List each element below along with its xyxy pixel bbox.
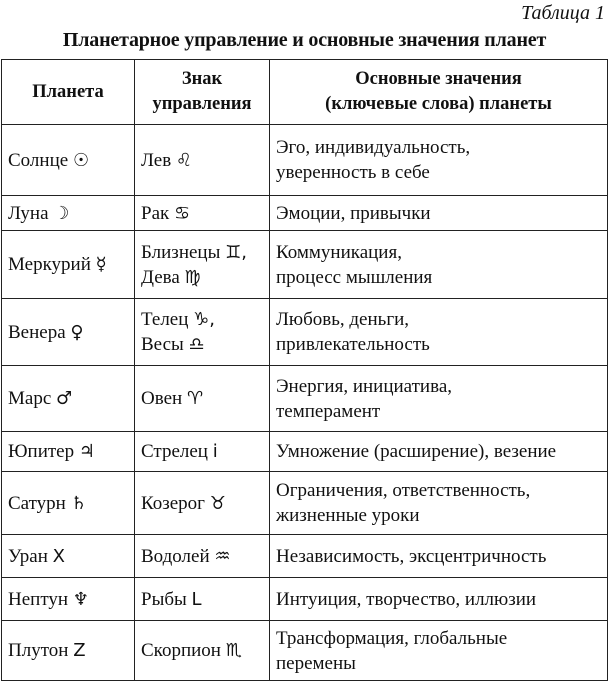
meaning-line: Умножение (расширение), везение [276, 441, 557, 462]
meaning-cell [270, 299, 608, 366]
table-row [2, 196, 608, 231]
table-number-label: Таблица 1 [521, 2, 605, 24]
meaning-cell [270, 231, 608, 299]
planet-name: Юпитер [8, 441, 75, 462]
planet-cell [2, 432, 135, 472]
meaning-cell [270, 621, 608, 681]
sign-cell [135, 299, 270, 366]
meaning-line: уверенность в себе [276, 162, 430, 183]
planet-symbol-icon: Z [73, 640, 86, 661]
sign-name: Рак [141, 202, 170, 224]
planet-cell [2, 535, 135, 578]
planet-symbol-icon: ♀ [70, 321, 84, 343]
meaning-line: Интуиция, творчество, иллюзии [276, 588, 537, 610]
meaning-line: Независимость, эксцентричность [276, 545, 547, 567]
planet-cell [2, 196, 135, 231]
meaning-cell [270, 125, 608, 196]
table-row [2, 535, 608, 578]
planet-name: Плутон [8, 640, 69, 661]
planet-symbol-icon: ☽ [53, 202, 70, 224]
table-row [2, 472, 608, 535]
planet-name: Нептун [8, 588, 69, 610]
planet-cell [2, 125, 135, 196]
sign-name: Дева [141, 266, 180, 288]
zodiac-symbol-icon: L [191, 588, 202, 610]
planet-symbol-icon: ♃ [78, 441, 95, 462]
meaning-line: Трансформация, глобальные [276, 627, 508, 649]
table-row [2, 621, 608, 681]
planet-name: Сатурн [8, 492, 66, 514]
zodiac-symbol-icon: i [212, 441, 218, 462]
planet-name: Уран [8, 545, 48, 567]
meaning-line: Коммуникация, [276, 241, 402, 263]
sign-name: Лев [141, 149, 172, 171]
meaning-line: жизненные уроки [276, 505, 420, 526]
sign-entry [141, 587, 263, 612]
sign-entry [141, 332, 263, 357]
zodiac-symbol-icon: ♈ [186, 388, 204, 409]
planet-cell [2, 366, 135, 432]
zodiac-symbol-icon: ♉ [209, 492, 226, 514]
meaning-cell [270, 535, 608, 578]
planet-name: Марс [8, 388, 52, 409]
zodiac-symbol-icon: ♑, [193, 309, 216, 330]
planet-cell [2, 472, 135, 535]
sign-name: Козерог [141, 492, 205, 514]
header-meaning-line-1: Основные значения [355, 69, 522, 89]
sign-entry [141, 544, 263, 569]
sign-entry [141, 491, 263, 516]
planet-symbol-icon: X [52, 545, 65, 567]
meaning-line: процесс мышления [276, 266, 433, 288]
table-row [2, 366, 608, 432]
sign-name: Водолей [141, 545, 210, 567]
zodiac-symbol-icon: ♏ [225, 640, 242, 661]
planet-name: Солнце [8, 149, 69, 171]
sign-entry [141, 307, 263, 332]
meaning-line: привлекательность [276, 334, 430, 355]
planet-cell [2, 578, 135, 621]
table-row [2, 578, 608, 621]
planet-symbol-icon: ☉ [72, 149, 90, 171]
sign-cell [135, 535, 270, 578]
zodiac-symbol-icon: ♎ [188, 334, 205, 355]
planet-cell [2, 299, 135, 366]
meaning-line: Эмоции, привычки [276, 202, 431, 224]
meaning-line: Ограничения, ответственность, [276, 480, 531, 501]
sign-cell [135, 196, 270, 231]
zodiac-symbol-icon: ♋ [173, 202, 191, 224]
sign-cell [135, 578, 270, 621]
planet-name: Меркурий [8, 254, 91, 275]
sign-entry [141, 386, 263, 411]
table-body [2, 125, 608, 681]
header-meaning [270, 60, 608, 125]
meaning-line: темперамент [276, 400, 381, 422]
sign-cell [135, 472, 270, 535]
planet-cell [2, 231, 135, 299]
zodiac-symbol-icon: ♒ [214, 545, 231, 567]
meaning-cell [270, 578, 608, 621]
sign-name: Весы [141, 334, 184, 355]
sign-name: Телец [141, 309, 189, 330]
meaning-line: Энергия, инициатива, [276, 375, 453, 397]
sign-name: Близнецы [141, 241, 221, 263]
sign-cell [135, 125, 270, 196]
sign-cell [135, 432, 270, 472]
sign-name: Скорпион [141, 640, 221, 661]
planets-table [1, 59, 608, 681]
sign-name: Стрелец [141, 441, 208, 462]
meaning-cell [270, 366, 608, 432]
sign-entry [141, 439, 263, 464]
table-row [2, 299, 608, 366]
planet-cell [2, 621, 135, 681]
meaning-cell [270, 196, 608, 231]
sign-entry [141, 240, 263, 265]
table-row [2, 231, 608, 299]
meaning-cell [270, 472, 608, 535]
planet-symbol-icon: ♆ [72, 588, 89, 610]
header-sign-line-1: Знак [181, 69, 223, 89]
header-meaning-line-2: (ключевые слова) планеты [325, 94, 552, 114]
planet-name: Венера [8, 321, 66, 343]
sign-name: Рыбы [141, 588, 187, 610]
table-title: Планетарное управление и основные значения планет [62, 29, 547, 51]
meaning-line: Любовь, деньги, [276, 309, 410, 330]
sign-entry [141, 638, 263, 663]
sign-cell [135, 231, 270, 299]
table-row [2, 432, 608, 472]
meaning-cell [270, 432, 608, 472]
header-row [2, 60, 608, 125]
planet-symbol-icon: ♂ [56, 388, 73, 409]
meaning-line: перемены [276, 652, 356, 674]
sign-cell [135, 621, 270, 681]
planet-name: Луна [8, 202, 49, 224]
sign-cell [135, 366, 270, 432]
zodiac-symbol-icon: ♍ [184, 266, 201, 288]
zodiac-symbol-icon: ♊, [225, 241, 247, 263]
sign-name: Овен [141, 388, 183, 409]
planet-symbol-icon: ☿ [95, 254, 107, 275]
planet-symbol-icon: ♄ [70, 492, 87, 514]
sign-entry [141, 265, 263, 290]
sign-entry [141, 201, 263, 226]
meaning-line: Эго, индивидуальность, [276, 137, 471, 158]
zodiac-symbol-icon: ♌ [175, 149, 193, 171]
header-sign [135, 60, 270, 125]
header-sign-line-2: управления [152, 94, 252, 114]
sign-entry [141, 148, 263, 173]
table-row [2, 125, 608, 196]
header-planet: Планета [2, 60, 135, 125]
